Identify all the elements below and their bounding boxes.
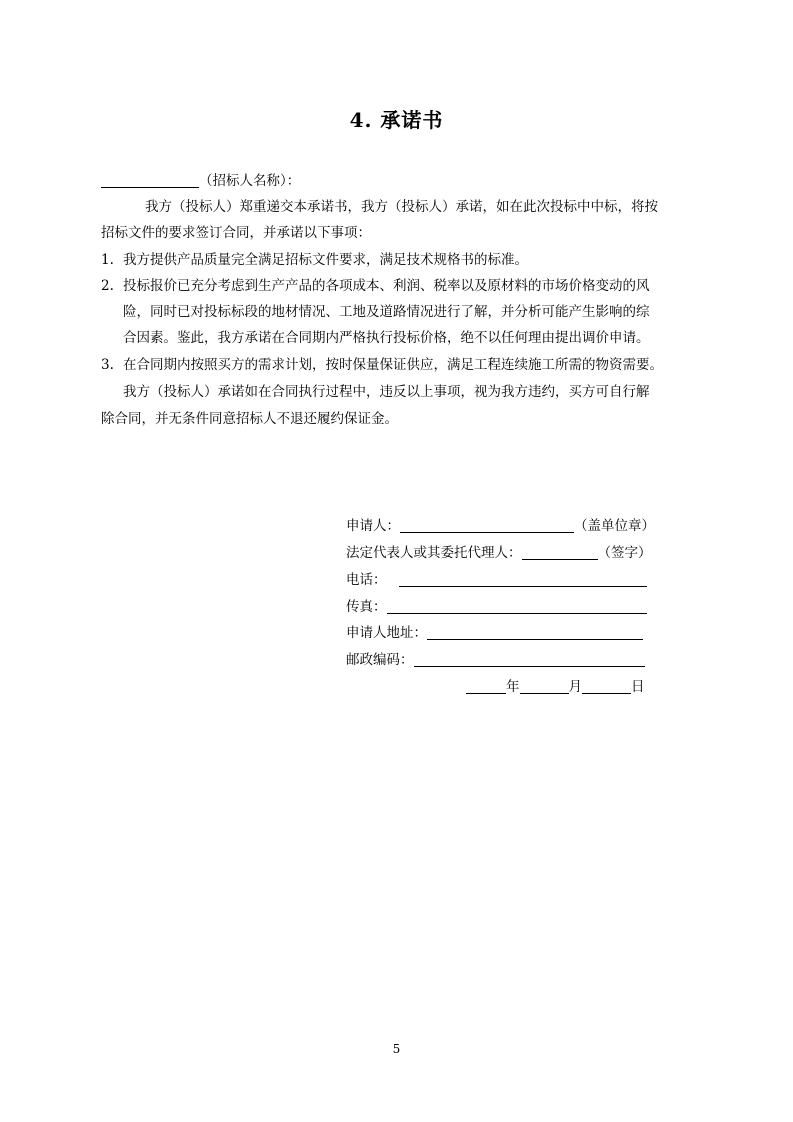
closing-paragraph-line-2: 除合同，并无条件同意招标人不退还履约保证金。 bbox=[101, 411, 398, 427]
fax-blank bbox=[387, 599, 647, 614]
postcode-label: 邮政编码： bbox=[346, 652, 414, 668]
list-item-text: 在合同期内按照买方的需求计划，按时保量保证供应，满足工程连续施工所需的物资需要。 bbox=[123, 357, 663, 373]
day-label: 日 bbox=[631, 679, 645, 695]
day-blank bbox=[582, 679, 631, 694]
addressee-line bbox=[101, 172, 300, 190]
list-item-number: 1. bbox=[101, 252, 114, 268]
applicant-label: 申请人： bbox=[346, 518, 400, 534]
phone-label: 电话： bbox=[346, 572, 387, 588]
applicant-row bbox=[346, 517, 655, 535]
address-blank bbox=[427, 625, 643, 640]
representative-suffix: （签字） bbox=[597, 545, 652, 561]
page-title: 4. 承诺书 bbox=[349, 108, 444, 132]
month-blank bbox=[520, 679, 569, 694]
closing-paragraph-line-1: 我方（投标人）承诺如在合同执行过程中，违反以上事项，视为我方违约，买方可自行解 bbox=[123, 384, 650, 400]
postcode-row bbox=[346, 651, 645, 669]
list-item-2-continuation-1: 险，同时已对投标标段的地材情况、工地及道路情况进行了解，并分析可能产生影响的综 bbox=[123, 304, 650, 320]
list-item-text: 投标报价已充分考虑到生产产品的各项成本、利润、税率以及原材料的市场价格变动的风 bbox=[123, 278, 650, 294]
postcode-blank bbox=[414, 652, 645, 667]
representative-blank bbox=[522, 545, 598, 560]
list-item-number: 3. bbox=[101, 357, 114, 373]
list-item-number: 2. bbox=[101, 278, 114, 294]
month-label: 月 bbox=[568, 679, 582, 695]
address-row bbox=[346, 624, 643, 642]
year-label: 年 bbox=[506, 679, 520, 695]
addressee-suffix: （招标人名称）： bbox=[199, 173, 301, 189]
list-item-1 bbox=[101, 251, 528, 269]
applicant-blank bbox=[400, 518, 574, 533]
phone-blank bbox=[399, 572, 647, 587]
list-item-3 bbox=[101, 356, 663, 374]
year-blank bbox=[466, 679, 506, 694]
page-number: 5 bbox=[392, 1042, 401, 1056]
date-row bbox=[466, 678, 645, 696]
addressee-blank bbox=[101, 173, 199, 188]
list-item-text: 我方提供产品质量完全满足招标文件要求，满足技术规格书的标准。 bbox=[123, 252, 528, 268]
list-item-2-continuation-2: 合因素。鉴此，我方承诺在合同期内严格执行投标价格，绝不以任何理由提出调价申请。 bbox=[123, 330, 650, 346]
intro-paragraph-line-2: 招标文件的要求签订合同，并承诺以下事项： bbox=[101, 225, 371, 241]
applicant-suffix: （盖单位章） bbox=[574, 518, 655, 534]
representative-row bbox=[346, 544, 652, 562]
phone-row bbox=[346, 571, 647, 589]
fax-label: 传真： bbox=[346, 599, 387, 615]
intro-paragraph-line-1: 我方（投标人）郑重递交本承诺书，我方（投标人）承诺，如在此次投标中中标，将按 bbox=[145, 199, 658, 215]
fax-row bbox=[346, 598, 647, 616]
address-label: 申请人地址： bbox=[346, 625, 427, 641]
representative-label: 法定代表人或其委托代理人： bbox=[346, 545, 522, 561]
list-item-2 bbox=[101, 277, 650, 295]
